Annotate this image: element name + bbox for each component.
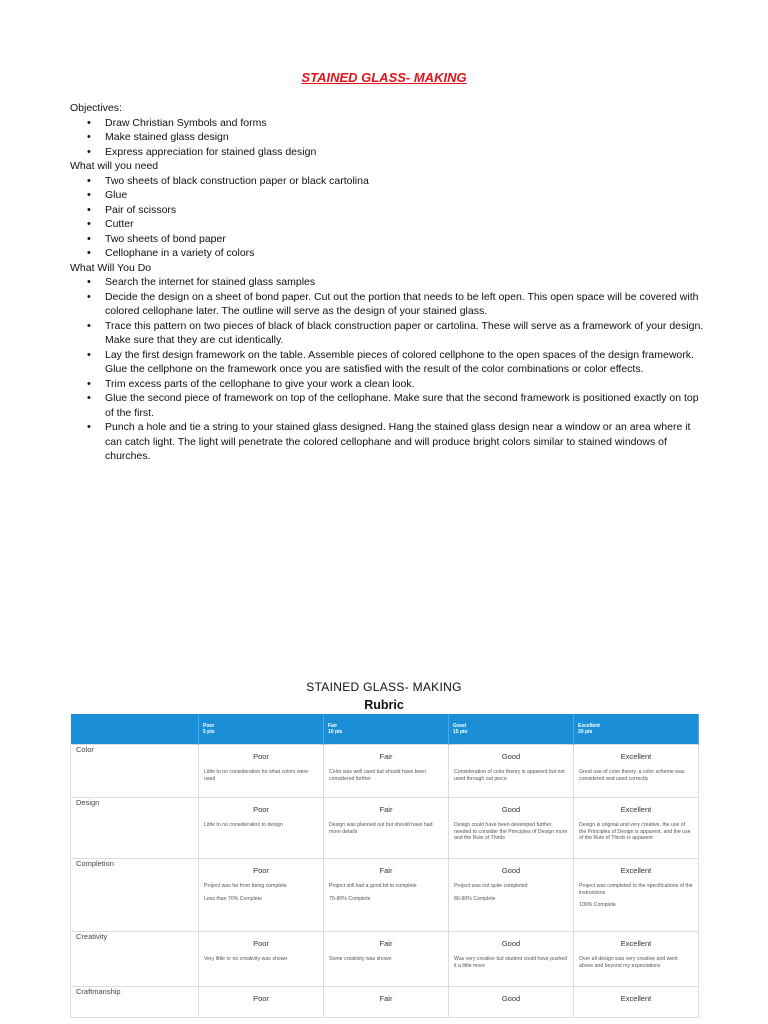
- list-item: • Cutter: [105, 217, 710, 232]
- cell-level: Good: [501, 994, 521, 1003]
- rubric-cell: [449, 798, 574, 859]
- list-item: • Decide the design on a sheet of bond paper. Cut out the portion that needs to be left open. This open space will be covered with colored cellophane later. The outline will serve as the design of your stained glass.: [105, 290, 710, 319]
- cell-level: Fair: [379, 866, 393, 875]
- cell-level: Excellent: [620, 752, 652, 761]
- cell-level: Good: [501, 939, 521, 948]
- cell-level: Poor: [253, 866, 269, 875]
- cell-desc: Over all design was very creative and went above and beyond my expectations: [579, 956, 678, 969]
- table-row: [71, 987, 699, 1018]
- cell-level: Poor: [253, 994, 269, 1003]
- rubric-header-blank: [71, 714, 199, 745]
- cell-desc: Project was not quite completed: [454, 883, 528, 889]
- cell-level: Fair: [379, 994, 393, 1003]
- objectives-list: [70, 116, 710, 160]
- table-row: [71, 859, 699, 932]
- list-item: • Draw Christian Symbols and forms: [105, 116, 710, 131]
- list-item: • Lay the first design framework on the table. Assemble pieces of colored cellphone to the open spaces of the design framework. Glue the cellphone on the framework once you are satisfied with the result of the color combinations or color effects.: [105, 348, 710, 377]
- cell-desc: Was very creative but student could have pushed it a little more: [454, 956, 568, 969]
- rubric-cell: [324, 745, 449, 798]
- table-row: [71, 798, 699, 859]
- rubric-cell: [199, 987, 324, 1018]
- rubric-cell: [449, 745, 574, 798]
- rubric-cell: [449, 932, 574, 987]
- header-points: 10 pts: [328, 729, 343, 735]
- criterion-cell: Design: [71, 798, 199, 859]
- rubric-cell: [449, 859, 574, 932]
- header-level: Fair: [328, 723, 338, 729]
- criterion-cell: Color: [71, 745, 199, 798]
- cell-desc: Very little or no creativity was shown: [204, 956, 288, 962]
- rubric-header-good: [449, 714, 574, 745]
- steps-list: [70, 275, 710, 464]
- cell-level: Good: [501, 752, 521, 761]
- steps-label: What Will You Do: [70, 261, 152, 274]
- rubric-title: STAINED GLASS- MAKING: [306, 680, 462, 694]
- rubric-table: [70, 714, 699, 1018]
- list-item: • Trace this pattern on two pieces of black of black construction paper or cartolina. These will serve as a framework of your design. Make sure that they are cut identically.: [105, 319, 710, 348]
- cell-level: Good: [501, 805, 521, 814]
- cell-level: Poor: [253, 939, 269, 948]
- cell-desc: Design was planned out but should have had more details: [329, 822, 433, 835]
- header-level: Poor: [203, 723, 215, 729]
- cell-level: Excellent: [620, 805, 652, 814]
- rubric-cell: [574, 987, 699, 1018]
- table-row: [71, 745, 699, 798]
- cell-desc: Design could have been developed further, needed to consider the Principles of Design more and the Rule of Thirds: [454, 822, 568, 841]
- list-item: • Two sheets of bond paper: [105, 232, 710, 247]
- rubric-cell: [449, 987, 574, 1018]
- cell-level: Fair: [379, 805, 393, 814]
- cell-level: Fair: [379, 939, 393, 948]
- cell-desc: Great use of color theory, a color scheme was considered and used correctly: [579, 769, 685, 782]
- table-row: [71, 932, 699, 987]
- header-level: Excellent: [578, 723, 600, 729]
- cell-extra: 75-80% Complete: [329, 895, 371, 902]
- cell-level: Excellent: [620, 939, 652, 948]
- cell-desc: Design is original and very creative, the use of the Principles of Design is apparent, and the use of the Rule of Thirds is apparent: [579, 822, 691, 841]
- cell-desc: Project was completed to the specifications of the instructions: [579, 883, 693, 896]
- cell-extra: Less than 70% Complete: [204, 895, 262, 902]
- cell-desc: Color was well used but should have been considered further: [329, 769, 427, 782]
- rubric-header-excellent: [574, 714, 699, 745]
- list-item: • Two sheets of black construction paper or black cartolina: [105, 174, 710, 189]
- header-points: 20 pts: [578, 729, 593, 735]
- criterion-cell: Creativity: [71, 932, 199, 987]
- list-item: • Cellophane in a variety of colors: [105, 246, 710, 261]
- rubric-subtitle: Rubric: [364, 698, 404, 712]
- rubric-header-fair: [324, 714, 449, 745]
- rubric-cell: [324, 932, 449, 987]
- cell-level: Poor: [253, 805, 269, 814]
- cell-desc: Some creativity was shown: [329, 956, 392, 962]
- rubric-cell: [574, 859, 699, 932]
- rubric-cell: [574, 798, 699, 859]
- list-item: • Glue the second piece of framework on top of the cellophane. Make sure that the second framework is positioned exactly on top of the first.: [105, 391, 710, 420]
- cell-extra: 80-90% Complete: [454, 895, 496, 902]
- rubric-cell: [324, 987, 449, 1018]
- page-title: STAINED GLASS- MAKING: [301, 70, 467, 85]
- list-item: • Trim excess parts of the cellophane to give your work a clean look.: [105, 377, 710, 392]
- cell-level: Fair: [379, 752, 393, 761]
- cell-level: Excellent: [620, 994, 652, 1003]
- cell-level: Excellent: [620, 866, 652, 875]
- cell-level: Poor: [253, 752, 269, 761]
- list-item: • Punch a hole and tie a string to your stained glass designed. Hang the stained glass design near a window or an area where it can catch light. The light will penetrate the colored cellophane and will produce bright colors similar to stained windows of churches.: [105, 420, 710, 464]
- criterion-cell: Completion: [71, 859, 199, 932]
- rubric-cell: [199, 932, 324, 987]
- rubric-cell: [199, 745, 324, 798]
- rubric-cell: [199, 798, 324, 859]
- cell-desc: Little to no consideration for what colors were used: [204, 769, 309, 782]
- rubric-header-poor: [199, 714, 324, 745]
- cell-level: Good: [501, 866, 521, 875]
- cell-extra: 100% Complete: [579, 902, 616, 908]
- list-item: • Search the internet for stained glass samples: [105, 275, 710, 290]
- list-item: • Glue: [105, 188, 710, 203]
- rubric-cell: [324, 798, 449, 859]
- cell-desc: Consideration of color theory is apparent but not used through out piece: [454, 769, 565, 782]
- list-item: • Pair of scissors: [105, 203, 710, 218]
- header-points: 5 pts: [203, 729, 215, 735]
- materials-list: [70, 174, 710, 261]
- rubric-header-row: [71, 714, 699, 745]
- cell-desc: Project was far from being complete: [204, 883, 287, 889]
- list-item: • Make stained glass design: [105, 130, 710, 145]
- list-item: • Express appreciation for stained glass design: [105, 145, 710, 160]
- rubric-cell: [199, 859, 324, 932]
- cell-desc: Little to no consideration to design: [204, 822, 283, 828]
- criterion-cell: Craftmanship: [71, 987, 199, 1018]
- header-points: 15 pts: [453, 729, 468, 735]
- instructions: [70, 101, 710, 464]
- materials-label: What will you need: [70, 160, 159, 172]
- cell-desc: Project still had a good bit to complete: [329, 883, 417, 889]
- objectives-label: Objectives:: [70, 102, 122, 114]
- rubric-cell: [574, 745, 699, 798]
- rubric-cell: [574, 932, 699, 987]
- header-level: Good: [453, 723, 467, 729]
- rubric-cell: [324, 859, 449, 932]
